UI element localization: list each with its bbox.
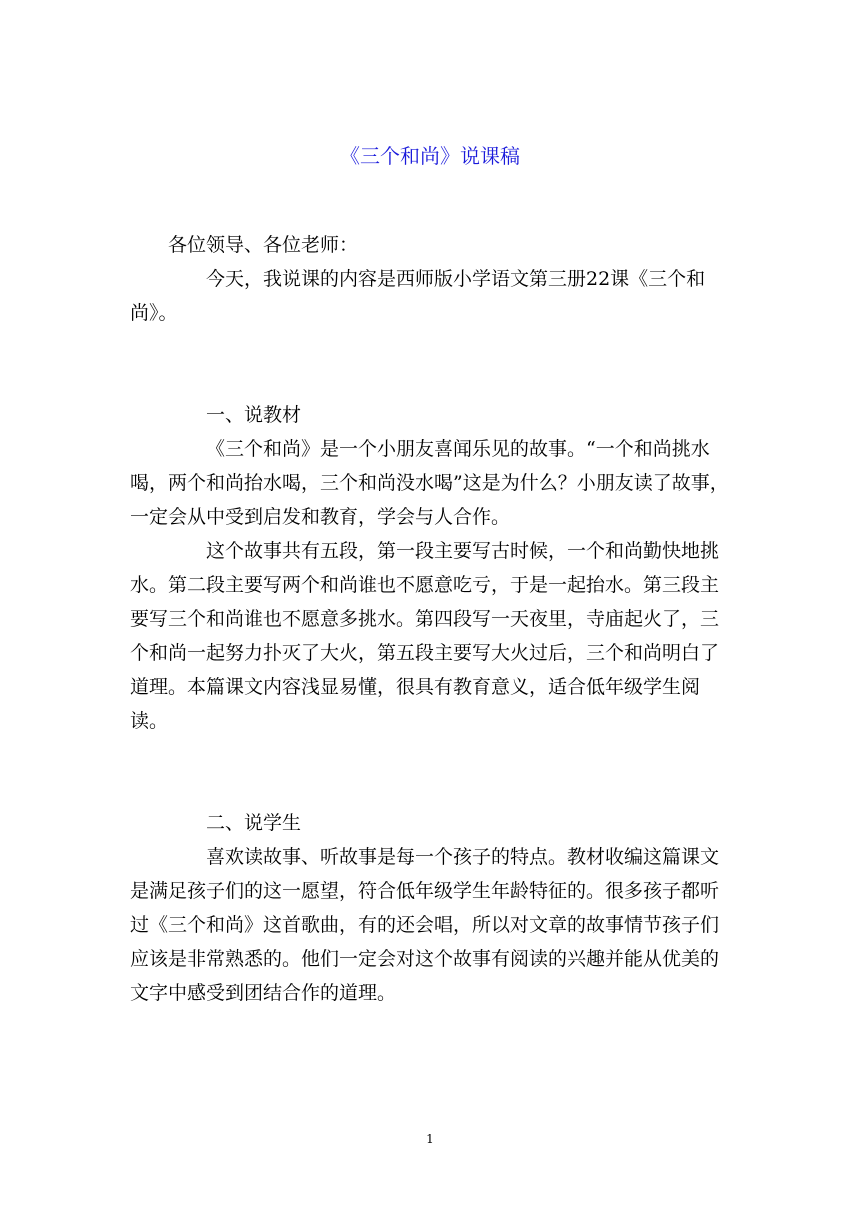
paragraph-gap bbox=[130, 772, 736, 806]
page-number: 1 bbox=[426, 1132, 434, 1146]
paragraph-gap bbox=[130, 330, 736, 364]
greeting: 各位领导、各位老师： bbox=[168, 234, 359, 256]
section1-paragraph-1: 《三个和尚》是一个小朋友喜闻乐见的故事。“一个和尚挑水喝，两个和尚抬水喝，三个和尚没水喝”这是为什么？小朋友读了故事，一定会从中受到启发和教育，学会与人合作。 bbox=[130, 438, 729, 528]
section-heading-students: 二、说学生 bbox=[206, 812, 302, 834]
document-body bbox=[130, 228, 736, 1010]
section-heading-textbook: 一、说教材 bbox=[206, 404, 302, 426]
section2-paragraph-1: 喜欢读故事、听故事是每一个孩子的特点。教材收编这篇课文是满足孩子们的这一愿望，符合低年级学生年龄特征的。很多孩子都听过《三个和尚》这首歌曲，有的还会唱，所以对文章的故事情节孩子们应该是非常熟悉的。他们一定会对这个故事有阅读的兴趣并能从优美的文字中感受到团结合作的道理。 bbox=[130, 846, 720, 1004]
intro-paragraph: 今天，我说课的内容是西师版小学语文第三册22课《三个和尚》。 bbox=[130, 268, 706, 324]
paragraph-gap bbox=[130, 364, 736, 398]
document-title: 《三个和尚》说课稿 bbox=[340, 144, 520, 168]
paragraph-gap bbox=[130, 738, 736, 772]
section1-paragraph-2: 这个故事共有五段，第一段主要写古时候，一个和尚勤快地挑水。第二段主要写两个和尚谁也不愿意吃亏，于是一起抬水。第三段主要写三个和尚谁也不愿意多挑水。第四段写一天夜里，寺庙起火了，三个和尚一起努力扑灭了大火，第五段主要写大火过后，三个和尚明白了道理。本篇课文内容浅显易懂，很具有教育意义，适合低年级学生阅读。 bbox=[130, 540, 720, 732]
